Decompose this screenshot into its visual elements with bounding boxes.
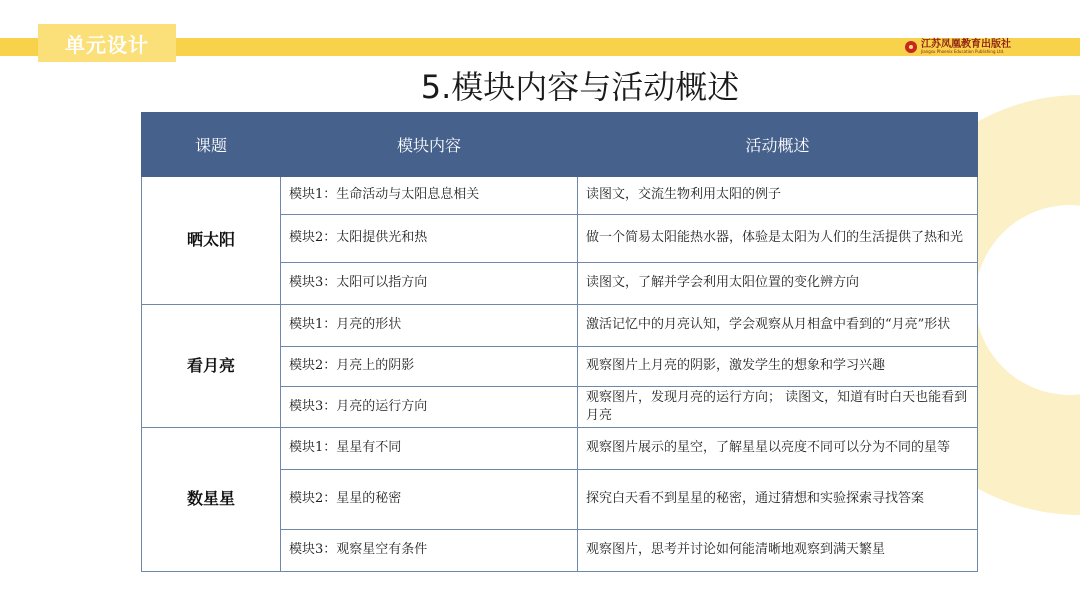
activity-cell: 观察图片，思考并讨论如何能清晰地观察到满天繁星 — [578, 529, 978, 571]
activity-cell: 观察图片展示的星空，了解星星以亮度不同可以分为不同的星等 — [578, 427, 978, 469]
module-cell: 模块2：月亮上的阴影 — [281, 346, 578, 386]
table-row — [142, 176, 978, 214]
module-cell: 模块1：星星有不同 — [281, 427, 578, 469]
lesson-cell: 数星星 — [142, 427, 281, 571]
lesson-cell: 看月亮 — [142, 304, 281, 427]
column-header-module: 模块内容 — [281, 113, 578, 177]
column-header-activity: 活动概述 — [578, 113, 978, 177]
lesson-cell: 晒太阳 — [142, 176, 281, 304]
section-tab — [38, 24, 176, 62]
activity-cell: 探究白天看不到星星的秘密，通过猜想和实验探索寻找答案 — [578, 469, 978, 529]
page-title: 5.模块内容与活动概述 — [420, 68, 740, 106]
publisher-logo — [905, 37, 1011, 57]
module-cell: 模块3：观察星空有条件 — [281, 529, 578, 571]
module-cell: 模块2：星星的秘密 — [281, 469, 578, 529]
module-activity-table — [141, 112, 978, 572]
section-label: 单元设计 — [65, 32, 149, 57]
activity-cell: 激活记忆中的月亮认知，学会观察从月相盒中看到的“月亮”形状 — [578, 304, 978, 346]
table-row — [142, 427, 978, 469]
publisher-emblem-icon — [905, 41, 917, 53]
publisher-name: 江苏凤凰教育出版社 — [921, 39, 1011, 50]
module-cell: 模块3：太阳可以指方向 — [281, 262, 578, 304]
module-cell: 模块2：太阳提供光和热 — [281, 214, 578, 262]
module-cell: 模块1：月亮的形状 — [281, 304, 578, 346]
activity-cell: 做一个简易太阳能热水器，体验是太阳为人们的生活提供了热和光 — [578, 214, 978, 262]
activity-cell: 观察图片，发现月亮的运行方向； 读图文，知道有时白天也能看到月亮 — [578, 386, 978, 427]
publisher-name-en: Jiangsu Phoenix Education Publishing Ltd. — [921, 49, 1005, 54]
table-row — [142, 304, 978, 346]
activity-cell: 读图文，交流生物利用太阳的例子 — [578, 176, 978, 214]
table-header-row — [142, 113, 978, 177]
column-header-lesson: 课题 — [142, 113, 281, 177]
activity-cell: 读图文，了解并学会利用太阳位置的变化辨方向 — [578, 262, 978, 304]
module-cell: 模块3：月亮的运行方向 — [281, 386, 578, 427]
activity-cell: 观察图片上月亮的阴影，激发学生的想象和学习兴趣 — [578, 346, 978, 386]
publisher-wordmark — [921, 40, 1011, 54]
module-cell: 模块1：生命活动与太阳息息相关 — [281, 176, 578, 214]
